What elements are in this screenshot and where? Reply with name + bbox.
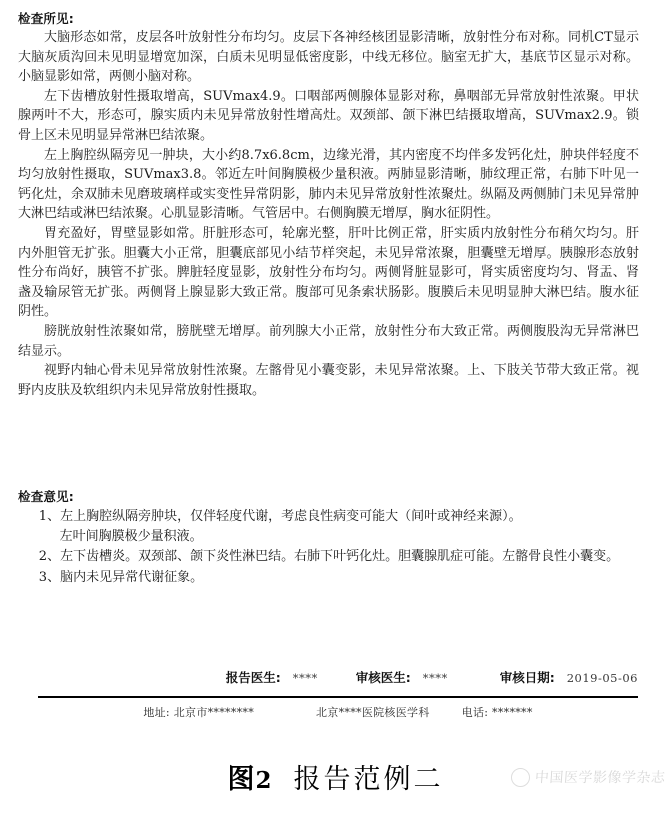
- opinion-item-text: 3、脑内未见异常代谢征象。: [38, 569, 204, 585]
- reporting-doctor-group: [226, 668, 318, 686]
- review-date-value: 2019-05-06: [566, 671, 638, 685]
- findings-paragraph: 胃充盈好，胃壁显影如常。肝脏形态可，轮廓光整，肝叶比例正常，肝实质内放射性分布稍欠均匀。肝内外胆管无扩张。胆囊大小正常，胆囊底部见小结节样突起，未见异常浓聚，胆囊壁无增厚。胰腺形态放射性分布尚好，胰管不扩张。脾脏轻度显影，放射性分布均匀。两侧肾脏显影可，肾实质密度均匀、肾盂、肾盏及输尿管无扩张。两侧肾上腺显影大致正常。腹部可见条索状肠影。腹膜后未见明显肿大淋巴结。腹水征阴性。: [18, 225, 639, 320]
- opinion-list: [14, 507, 641, 587]
- reviewing-doctor-value: ****: [422, 671, 448, 685]
- reviewing-doctor-label: 审核医生:: [355, 670, 411, 685]
- opinion-heading: 检查意见:: [18, 489, 74, 504]
- review-date-group: [500, 668, 638, 686]
- findings-paragraph: 膀胱放射性浓聚如常，膀胱壁无增厚。前列腺大小正常，放射性分布大致正常。两侧腹股沟无异常淋巴结显示。: [18, 323, 639, 359]
- opinion-item: [14, 507, 641, 546]
- footer-address: 地址: 北京市********: [143, 706, 255, 719]
- opinion-item: [14, 547, 641, 567]
- figure-label: 图: [227, 764, 255, 795]
- findings-section: [14, 10, 641, 400]
- footer-divider: [38, 696, 638, 698]
- figure-number: 2: [255, 767, 274, 794]
- review-date-label: 审核日期:: [499, 670, 555, 685]
- findings-heading: 检查所见:: [18, 11, 74, 26]
- findings-body: [14, 28, 641, 400]
- opinion-item-subtext: 左叶间胸膜极少量积液。: [59, 528, 203, 544]
- watermark-text: 中国医学影像学杂志: [533, 770, 666, 786]
- findings-paragraph: 左下齿槽放射性摄取增高，SUVmax4.9。口咽部两侧腺体显影对称，鼻咽部无异常放射性浓聚。甲状腺两叶不大，形态可，腺实质内未见异常放射性增高灶。双颈部、颌下淋巴结摄取增高，SUVmax2.9。锁骨上区未见明显异常淋巴结浓聚。: [18, 88, 639, 143]
- footer-department: 北京****医院核医学科: [316, 706, 430, 719]
- findings-paragraph: 大脑形态如常，皮层各叶放射性分布均匀。皮层下各神经核团显影清晰，放射性分布对称。同机CT显示大脑灰质沟回未见明显增宽加深，白质未见明显低密度影，中线无移位。脑室无扩大，基底节区显示对称。小脑显影如常，两侧小脑对称。: [18, 30, 639, 85]
- figure-title: 报告范例二: [293, 764, 444, 795]
- reporting-doctor-label: 报告医生:: [225, 670, 281, 685]
- signature-row: [38, 668, 638, 690]
- footer-phone: 电话: *******: [461, 706, 533, 719]
- findings-paragraph: 视野内轴心骨未见异常放射性浓聚。左髂骨见小囊变影，未见异常浓聚。上、下肢关节带大致正常。视野内皮肤及软组织内未见异常放射性摄取。: [18, 363, 639, 398]
- footer-contact-row: [38, 704, 638, 720]
- figure-caption: [0, 757, 671, 796]
- opinion-section: [14, 488, 641, 588]
- findings-paragraph: 左上胸腔纵隔旁见一肿块，大小约8.7x6.8cm，边缘光滑，其内密度不均伴多发钙化灶，肿块伴轻度不均匀放射性摄取，SUVmax3.8。邻近左叶间胸膜极少量积液。两肺显影清晰，肺纹理正常，右肺下叶见一钙化灶，余双肺未见磨玻璃样或实变性异常阴影，肺内未见异常放射性浓聚灶。纵隔及两侧肺门未见异常肿大淋巴结或淋巴结浓聚。心肌显影清晰。气管居中。右侧胸膜无增厚，胸水征阴性。: [18, 147, 639, 222]
- reviewing-doctor-group: [356, 668, 448, 686]
- reporting-doctor-value: ****: [292, 671, 318, 685]
- opinion-item-text: 1、左上胸腔纵隔旁肿块，仅伴轻度代谢，考虑良性病变可能大（间叶或神经来源）。: [38, 509, 522, 524]
- opinion-item: [14, 568, 641, 588]
- opinion-item-text: 2、左下齿槽炎。双颈部、颌下炎性淋巴结。右肺下叶钙化灶。胆囊腺肌症可能。左髂骨良性小囊变。: [38, 549, 620, 565]
